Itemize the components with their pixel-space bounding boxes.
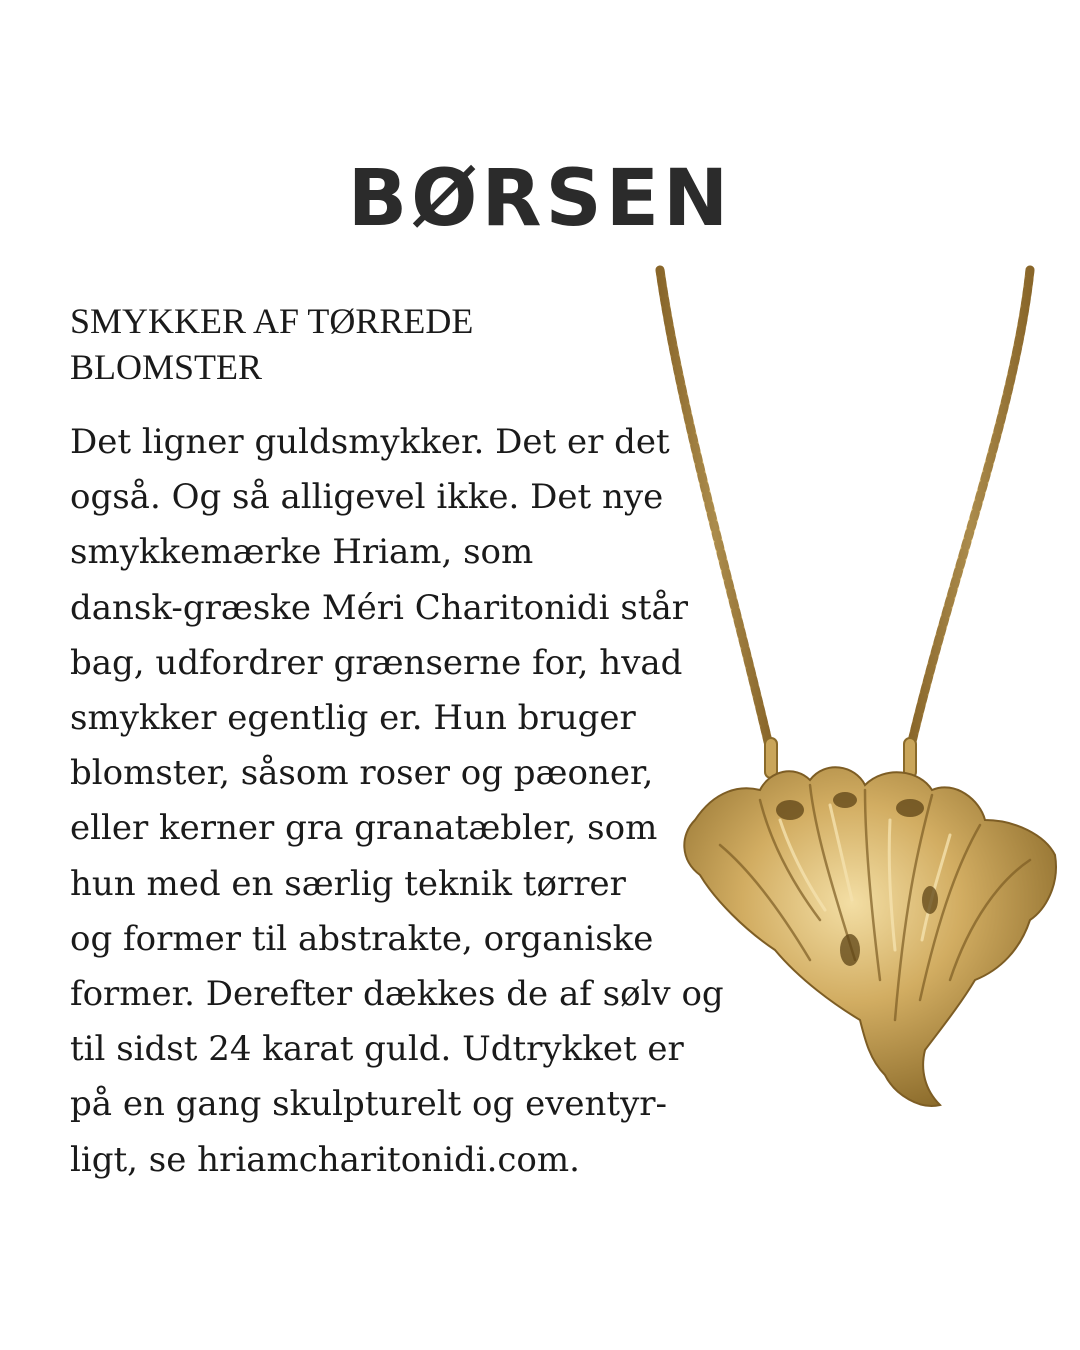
borsen-logo: BØRSEN	[347, 154, 733, 244]
body-line: blomster, såsom roser og pæoner,	[70, 753, 654, 794]
body-line: former. Derefter dækkes de af sølv og	[70, 974, 724, 1015]
body-line: på en gang skulpturelt og eventyr-	[70, 1084, 668, 1125]
article-body	[70, 415, 724, 1188]
body-line: ligt, se hriamcharitonidi.com.	[70, 1139, 580, 1180]
headline-line: SMYKKER AF TØRREDE	[70, 301, 474, 341]
body-line: også. Og så alligevel ikke. Det nye	[70, 477, 664, 518]
body-line: smykkemærke Hriam, som	[70, 532, 534, 573]
flower-pendant	[684, 767, 1056, 1106]
body-line: eller kerner gra granatæbler, som	[70, 808, 658, 849]
headline-line: BLOMSTER	[70, 347, 263, 387]
body-line: smykker egentlig er. Hun bruger	[70, 698, 636, 739]
article-headline	[70, 298, 630, 390]
body-line: Det ligner guldsmykker. Det er det	[70, 422, 670, 462]
body-line: bag, udfordrer grænserne for, hvad	[70, 642, 683, 683]
body-line: dansk-græske Méri Charitonidi står	[70, 587, 688, 628]
body-line: og former til abstrakte, organiske	[70, 918, 654, 959]
body-line: til sidst 24 karat guld. Udtrykket er	[70, 1029, 684, 1070]
necklace-image	[620, 260, 1080, 1160]
body-line: hun med en særlig teknik tørrer	[70, 863, 626, 904]
